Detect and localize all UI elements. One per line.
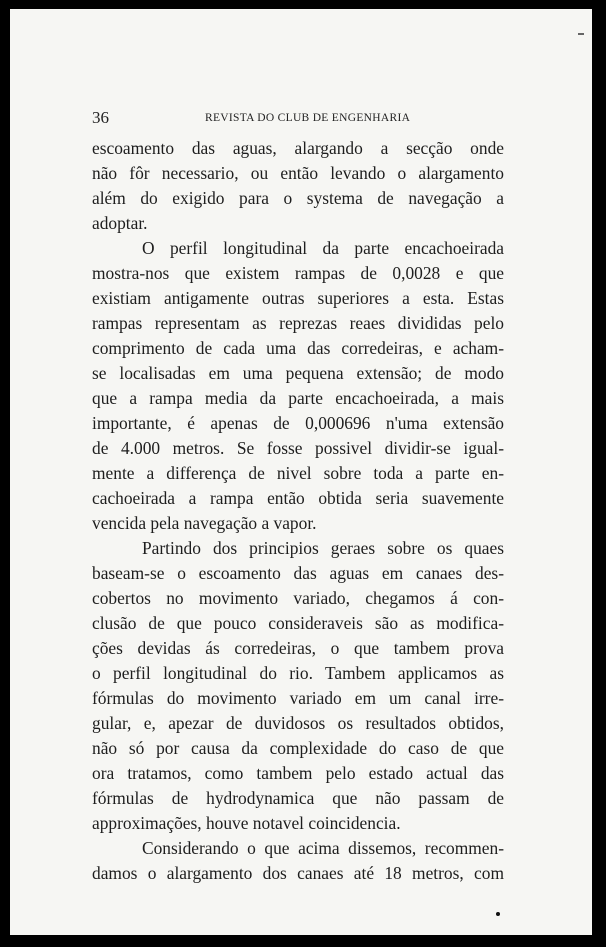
text-line: o perfil longitudinal do rio. Tambem applicamos as (92, 663, 504, 683)
paragraph-first-line: O perfil longitudinal da parte encachoeirada (142, 238, 504, 258)
paragraph-first-line: Considerando o que acima dissemos, recommen- (142, 838, 504, 858)
text-line: rampas representam as reprezas reaes divididas pelo (92, 313, 504, 333)
text-line: que a rampa media da parte encachoeirada, a mais (92, 388, 504, 408)
text-line: de 4.000 metros. Se fosse possivel dividir-se igual- (92, 438, 504, 458)
text-line: comprimento de cada uma das corredeiras, e acham- (92, 338, 504, 358)
text-line: vencida pela navegação a vapor. (92, 513, 317, 533)
running-title: REVISTA DO CLUB DE ENGENHARIA (205, 112, 411, 124)
text-line: existiam antigamente outras superiores a esta. Estas (92, 288, 504, 308)
scan-mark (578, 33, 584, 35)
body-text (92, 136, 504, 886)
text-line: adoptar. (92, 213, 148, 233)
page-header (92, 108, 504, 128)
text-line: fórmulas do movimento variado em um canal irre- (92, 688, 504, 708)
text-line: mostra-nos que existem rampas de 0,0028 e que (92, 263, 504, 283)
text-line: se localisadas em uma pequena extensão; de modo (92, 363, 504, 383)
text-line: approximações, houve notavel coincidencia. (92, 813, 401, 833)
text-line: não só por causa da complexidade do caso de que (92, 738, 504, 758)
text-line: escoamento das aguas, alargando a secção onde (92, 138, 504, 158)
text-line: clusão de que pouco consideraveis são as modifica- (92, 613, 504, 633)
text-line: cobertos no movimento variado, chegamos á con- (92, 588, 504, 608)
ink-speck (496, 912, 500, 916)
text-line: além do exigido para o systema de navegação a (92, 188, 504, 208)
text-line: ções devidas ás corredeiras, o que tambem prova (92, 638, 504, 658)
text-line: damos o alargamento dos canaes até 18 metros, com (92, 863, 504, 883)
text-line: importante, é apenas de 0,000696 n'uma extensão (92, 413, 504, 433)
text-line: mente a differença de nivel sobre toda a parte en- (92, 463, 504, 483)
text-line: cachoeirada a rampa então obtida seria suavemente (92, 488, 504, 508)
text-line: não fôr necessario, ou então levando o alargamento (92, 163, 504, 183)
text-line: baseam-se o escoamento das aguas em canaes des- (92, 563, 504, 583)
page-number: 36 (92, 108, 109, 127)
text-line: gular, e, apezar de duvidosos os resultados obtidos, (92, 713, 504, 733)
paragraph-first-line: Partindo dos principios geraes sobre os quaes (142, 538, 504, 558)
text-line: ora tratamos, como tambem pelo estado actual das (92, 763, 504, 783)
text-line: fórmulas de hydrodynamica que não passam de (92, 788, 504, 808)
